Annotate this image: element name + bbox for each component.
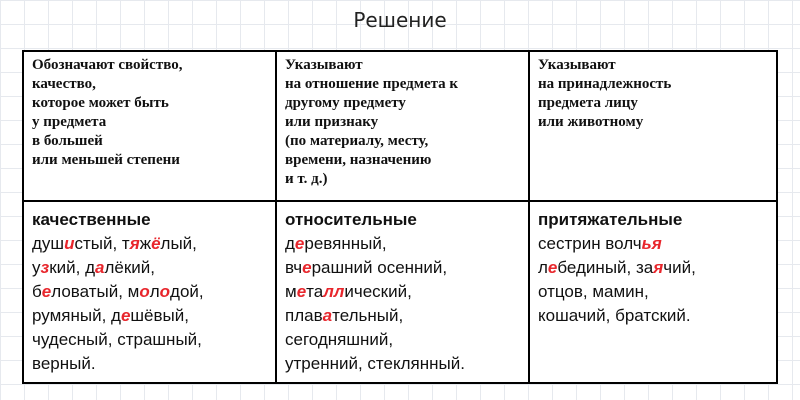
adjective-table bbox=[22, 50, 778, 384]
header-cell-relative bbox=[276, 51, 529, 201]
highlighted-letter: е bbox=[41, 282, 52, 301]
word-line bbox=[285, 304, 520, 328]
word-text: рашний осенний, bbox=[311, 258, 448, 277]
word-text: дой, bbox=[170, 282, 204, 301]
highlighted-letter: и bbox=[64, 234, 75, 253]
word-text: бединый, за bbox=[557, 258, 654, 277]
highlighted-letter: е bbox=[302, 258, 312, 277]
category-title: притяжательные bbox=[538, 210, 683, 229]
word-text: лый, bbox=[160, 234, 197, 253]
highlighted-letter: е bbox=[547, 258, 558, 277]
word-text: ревянный, bbox=[304, 234, 387, 253]
word-text: отцов, мамин, bbox=[538, 282, 649, 301]
word-text: тельный, bbox=[332, 306, 404, 325]
word-list bbox=[32, 232, 267, 376]
word-text: лёкий, bbox=[104, 258, 155, 277]
word-text: кошачий, братский. bbox=[538, 306, 691, 325]
word-line bbox=[285, 280, 520, 304]
word-line bbox=[32, 328, 267, 352]
word-text: м bbox=[285, 282, 297, 301]
word-text: л bbox=[538, 258, 548, 277]
highlighted-letter: е bbox=[294, 234, 305, 253]
word-text: сегодняшний, bbox=[285, 330, 394, 349]
highlighted-letter: лл bbox=[323, 282, 345, 301]
header-row bbox=[23, 51, 777, 201]
word-text: кий, д bbox=[49, 258, 95, 277]
highlighted-letter: а bbox=[322, 306, 333, 325]
word-text: у bbox=[32, 258, 41, 277]
word-line bbox=[32, 256, 267, 280]
word-text: чий, bbox=[663, 258, 696, 277]
header-text: Указывают на принадлежность предмета лицу или животному bbox=[538, 57, 672, 130]
category-title: качественные bbox=[32, 210, 151, 229]
highlighted-letter: о bbox=[139, 282, 150, 301]
word-line bbox=[32, 280, 267, 304]
word-line bbox=[538, 304, 768, 328]
highlighted-letter: е bbox=[296, 282, 307, 301]
word-text: утренний, стеклянный. bbox=[285, 354, 465, 373]
word-line bbox=[32, 232, 267, 256]
word-text: ловатый, м bbox=[51, 282, 140, 301]
highlighted-letter: з bbox=[40, 258, 50, 277]
highlighted-letter: ья bbox=[641, 234, 662, 253]
word-text: шёвый, bbox=[130, 306, 189, 325]
word-line bbox=[285, 256, 520, 280]
word-text: плав bbox=[285, 306, 323, 325]
word-text: стый, т bbox=[74, 234, 130, 253]
body-cell-possessive bbox=[529, 201, 777, 383]
word-line bbox=[538, 256, 768, 280]
word-text: румяный, д bbox=[32, 306, 121, 325]
word-line bbox=[285, 232, 520, 256]
header-text: Указывают на отношение предмета к другому предмету или признаку (по материалу, месту, времени, назначению и т. д.) bbox=[285, 57, 459, 187]
body-row bbox=[23, 201, 777, 383]
word-text: душ bbox=[32, 234, 65, 253]
word-text: д bbox=[285, 234, 295, 253]
header-cell-possessive bbox=[529, 51, 777, 201]
body-cell-relative bbox=[276, 201, 529, 383]
header-cell-qualitative bbox=[23, 51, 276, 201]
word-text: б bbox=[32, 282, 42, 301]
body-cell-qualitative bbox=[23, 201, 276, 383]
word-line bbox=[285, 328, 520, 352]
header-text: Обозначают свойство, качество, которое может быть у предмета в большей или меньшей степени bbox=[32, 57, 183, 168]
word-list bbox=[285, 232, 520, 376]
word-line bbox=[285, 352, 520, 376]
word-line bbox=[538, 232, 768, 256]
highlighted-letter: я bbox=[129, 234, 140, 253]
word-text: сестрин волч bbox=[538, 234, 642, 253]
highlighted-letter: о bbox=[159, 282, 171, 301]
word-list bbox=[538, 232, 768, 328]
highlighted-letter: а bbox=[94, 258, 105, 277]
word-text: чудесный, страшный, bbox=[32, 330, 202, 349]
word-line bbox=[538, 280, 768, 304]
highlighted-letter: ё bbox=[151, 234, 161, 253]
word-text: та bbox=[306, 282, 324, 301]
word-text: л bbox=[149, 282, 160, 301]
word-text: верный. bbox=[32, 354, 96, 373]
page-title: Решение bbox=[353, 8, 447, 32]
category-title: относительные bbox=[285, 210, 417, 229]
word-line bbox=[32, 304, 267, 328]
word-line bbox=[32, 352, 267, 376]
word-text: ический, bbox=[344, 282, 412, 301]
highlighted-letter: е bbox=[120, 306, 131, 325]
word-text: ж bbox=[139, 234, 152, 253]
word-text: вч bbox=[285, 258, 303, 277]
highlighted-letter: я bbox=[653, 258, 664, 277]
